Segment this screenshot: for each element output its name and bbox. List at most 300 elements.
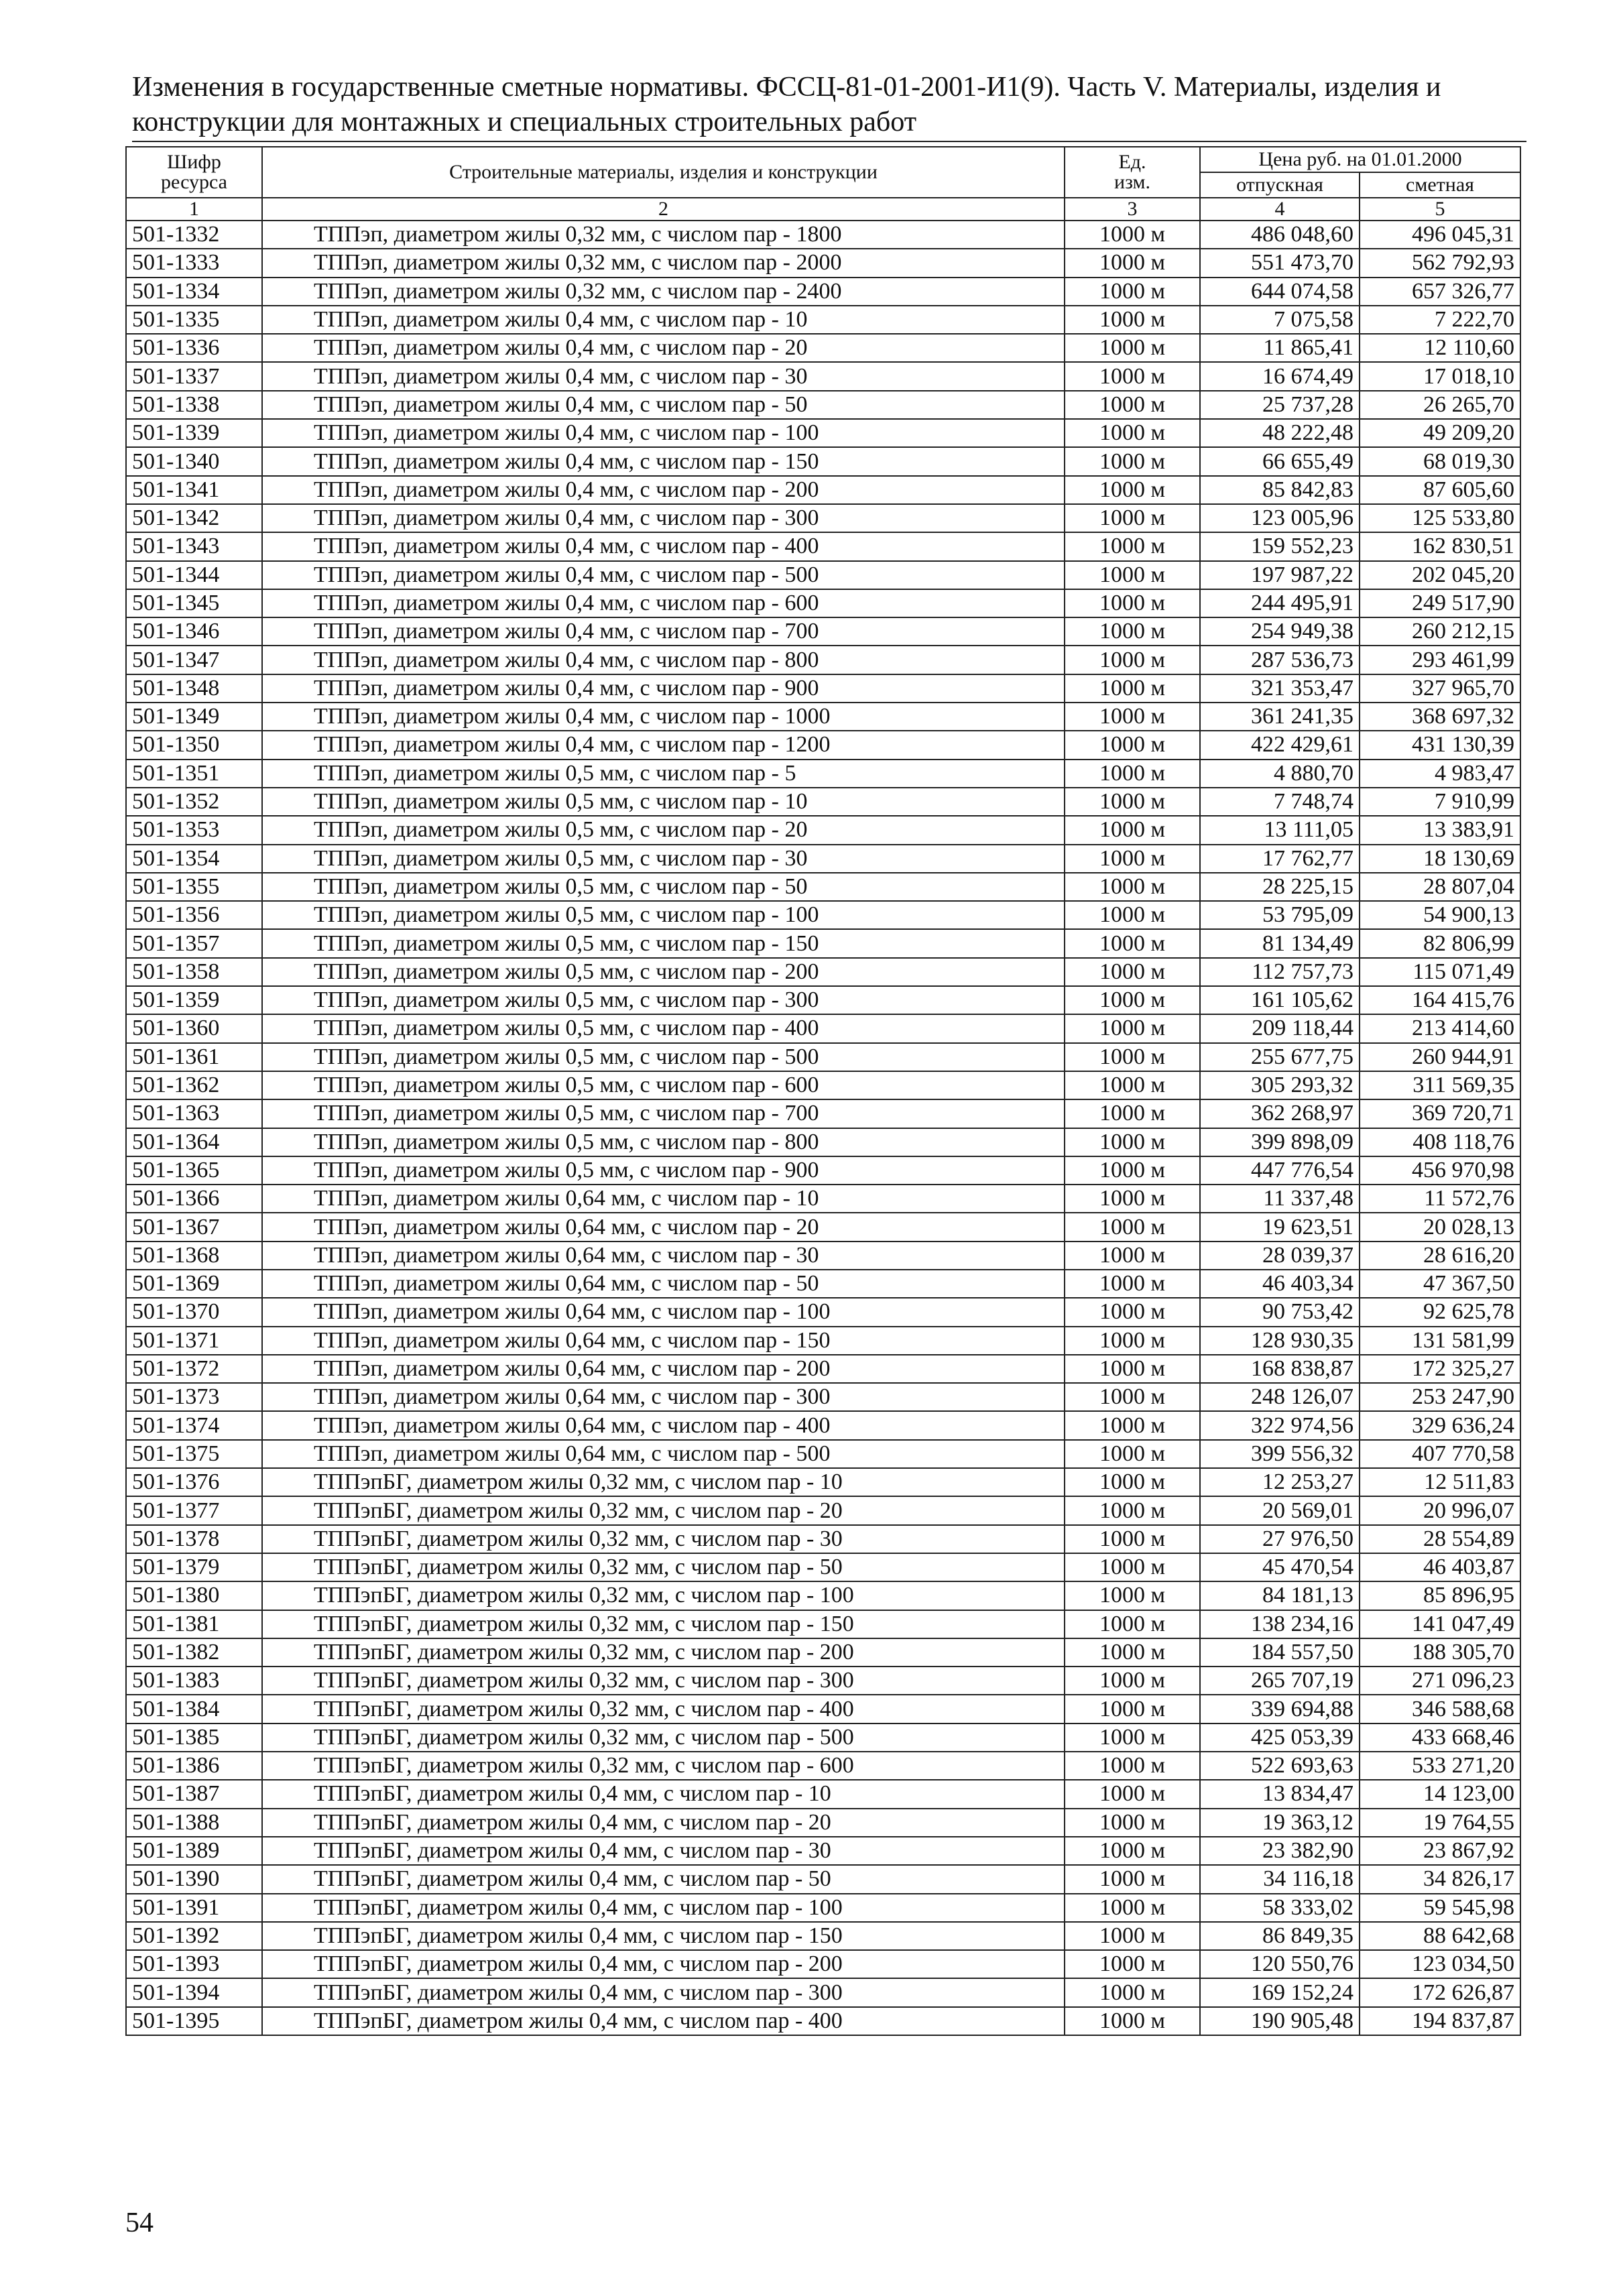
table-row: [126, 362, 1520, 390]
column-number-1: 1: [126, 198, 262, 221]
table-row: [126, 1865, 1520, 1893]
unit-cell: 1000 м: [1065, 1383, 1200, 1411]
estimate-price-cell: 172 325,27: [1360, 1355, 1520, 1383]
estimate-price-cell: 28 554,89: [1360, 1525, 1520, 1553]
material-description-cell: ТППэп, диаметром жилы 0,64 мм, с числом пар - 500: [262, 1440, 1065, 1468]
resource-code-cell: 501-1392: [126, 1922, 262, 1950]
estimate-price-cell: 4 983,47: [1360, 760, 1520, 788]
header-rule: [132, 141, 1526, 142]
estimate-price-cell: 368 697,32: [1360, 703, 1520, 731]
resource-code-cell: 501-1371: [126, 1327, 262, 1355]
release-price-cell: 244 495,91: [1200, 589, 1360, 617]
release-price-cell: 425 053,39: [1200, 1724, 1360, 1752]
material-description-cell: ТППэпБГ, диаметром жилы 0,32 мм, с числом пар - 200: [262, 1638, 1065, 1667]
material-description-cell: ТППэп, диаметром жилы 0,64 мм, с числом пар - 200: [262, 1355, 1065, 1383]
release-price-cell: 287 536,73: [1200, 646, 1360, 674]
resource-code-cell: 501-1377: [126, 1496, 262, 1524]
release-price-cell: 255 677,75: [1200, 1043, 1360, 1071]
resource-code-cell: 501-1375: [126, 1440, 262, 1468]
unit-cell: 1000 м: [1065, 1242, 1200, 1270]
table-header-row-1: [126, 147, 1520, 172]
table-row: [126, 1185, 1520, 1213]
resource-code-cell: 501-1361: [126, 1043, 262, 1071]
material-description-cell: ТППэп, диаметром жилы 0,5 мм, с числом пар - 50: [262, 873, 1065, 901]
estimate-price-cell: 456 970,98: [1360, 1156, 1520, 1185]
table-row: [126, 391, 1520, 419]
release-price-cell: 19 363,12: [1200, 1809, 1360, 1837]
release-price-cell: 45 470,54: [1200, 1553, 1360, 1581]
release-price-cell: 23 382,90: [1200, 1837, 1360, 1865]
unit-cell: 1000 м: [1065, 1298, 1200, 1326]
table-row: [126, 1837, 1520, 1865]
release-price-cell: 399 556,32: [1200, 1440, 1360, 1468]
table-row: [126, 1950, 1520, 1978]
release-price-cell: 248 126,07: [1200, 1383, 1360, 1411]
unit-cell: 1000 м: [1065, 788, 1200, 816]
material-description-cell: ТППэп, диаметром жилы 0,4 мм, с числом пар - 1000: [262, 703, 1065, 731]
estimate-price-cell: 28 807,04: [1360, 873, 1520, 901]
estimate-price-cell: 23 867,92: [1360, 1837, 1520, 1865]
table-row: [126, 1156, 1520, 1185]
resource-code-cell: 501-1373: [126, 1383, 262, 1411]
release-price-cell: 305 293,32: [1200, 1071, 1360, 1099]
header-code-line-1: Шифр: [167, 151, 221, 173]
resource-code-cell: 501-1336: [126, 334, 262, 362]
resource-code-cell: 501-1376: [126, 1468, 262, 1496]
unit-cell: 1000 м: [1065, 1780, 1200, 1808]
release-price-cell: 4 880,70: [1200, 760, 1360, 788]
estimate-price-cell: 407 770,58: [1360, 1440, 1520, 1468]
unit-cell: 1000 м: [1065, 2007, 1200, 2035]
unit-cell: 1000 м: [1065, 1894, 1200, 1922]
material-description-cell: ТППэпБГ, диаметром жилы 0,32 мм, с числом пар - 100: [262, 1581, 1065, 1610]
resource-code-cell: 501-1333: [126, 249, 262, 277]
resource-code-cell: 501-1368: [126, 1242, 262, 1270]
unit-cell: 1000 м: [1065, 589, 1200, 617]
material-description-cell: ТППэпБГ, диаметром жилы 0,4 мм, с числом пар - 100: [262, 1894, 1065, 1922]
table-row: [126, 1638, 1520, 1667]
header-code-cell: [126, 147, 262, 198]
unit-cell: 1000 м: [1065, 1128, 1200, 1156]
release-price-cell: 169 152,24: [1200, 1978, 1360, 2006]
estimate-price-cell: 431 130,39: [1360, 731, 1520, 759]
estimate-price-cell: 68 019,30: [1360, 447, 1520, 475]
estimate-price-cell: 141 047,49: [1360, 1610, 1520, 1638]
estimate-price-cell: 162 830,51: [1360, 532, 1520, 560]
material-description-cell: ТППэп, диаметром жилы 0,32 мм, с числом пар - 2400: [262, 278, 1065, 306]
header-unit-line-1: Ед.: [1118, 151, 1146, 173]
estimate-price-cell: 188 305,70: [1360, 1638, 1520, 1667]
estimate-price-cell: 14 123,00: [1360, 1780, 1520, 1808]
estimate-price-cell: 562 792,93: [1360, 249, 1520, 277]
material-description-cell: ТППэп, диаметром жилы 0,4 мм, с числом пар - 200: [262, 476, 1065, 504]
resource-code-cell: 501-1379: [126, 1553, 262, 1581]
table-row: [126, 2007, 1520, 2035]
unit-cell: 1000 м: [1065, 731, 1200, 759]
release-price-cell: 209 118,44: [1200, 1014, 1360, 1042]
unit-cell: 1000 м: [1065, 1950, 1200, 1978]
resource-code-cell: 501-1348: [126, 674, 262, 703]
table-row: [126, 731, 1520, 759]
release-price-cell: 84 181,13: [1200, 1581, 1360, 1610]
resource-code-cell: 501-1340: [126, 447, 262, 475]
table-row: [126, 1581, 1520, 1610]
table-row: [126, 1922, 1520, 1950]
header-unit-cell: [1065, 147, 1200, 198]
material-description-cell: ТППэпБГ, диаметром жилы 0,32 мм, с числом пар - 50: [262, 1553, 1065, 1581]
table-row: [126, 419, 1520, 447]
estimate-price-cell: 85 896,95: [1360, 1581, 1520, 1610]
release-price-cell: 128 930,35: [1200, 1327, 1360, 1355]
unit-cell: 1000 м: [1065, 419, 1200, 447]
resource-code-cell: 501-1391: [126, 1894, 262, 1922]
material-description-cell: ТППэп, диаметром жилы 0,5 мм, с числом пар - 500: [262, 1043, 1065, 1071]
estimate-price-cell: 123 034,50: [1360, 1950, 1520, 1978]
release-price-cell: 190 905,48: [1200, 2007, 1360, 2035]
release-price-cell: 66 655,49: [1200, 447, 1360, 475]
estimate-price-cell: 408 118,76: [1360, 1128, 1520, 1156]
table-row: [126, 447, 1520, 475]
estimate-price-cell: 82 806,99: [1360, 929, 1520, 957]
column-numbers-row: [126, 198, 1520, 221]
header-estimate-price: сметная: [1360, 172, 1520, 198]
release-price-cell: 11 865,41: [1200, 334, 1360, 362]
column-number-4: 4: [1200, 198, 1360, 221]
table-row: [126, 1978, 1520, 2006]
unit-cell: 1000 м: [1065, 958, 1200, 986]
release-price-cell: 138 234,16: [1200, 1610, 1360, 1638]
document-header: [132, 70, 1526, 139]
resource-code-cell: 501-1335: [126, 306, 262, 334]
table-row: [126, 1667, 1520, 1695]
table-row: [126, 1383, 1520, 1411]
unit-cell: 1000 м: [1065, 221, 1200, 249]
column-number-2: 2: [262, 198, 1065, 221]
estimate-price-cell: 115 071,49: [1360, 958, 1520, 986]
unit-cell: 1000 м: [1065, 617, 1200, 646]
page-number: 54: [125, 2208, 154, 2238]
table-row: [126, 703, 1520, 731]
resource-code-cell: 501-1350: [126, 731, 262, 759]
estimate-price-cell: 7 910,99: [1360, 788, 1520, 816]
resource-code-cell: 501-1381: [126, 1610, 262, 1638]
material-description-cell: ТППэп, диаметром жилы 0,4 мм, с числом пар - 1200: [262, 731, 1065, 759]
estimate-price-cell: 17 018,10: [1360, 362, 1520, 390]
estimate-price-cell: 12 511,83: [1360, 1468, 1520, 1496]
release-price-cell: 197 987,22: [1200, 561, 1360, 589]
resource-code-cell: 501-1362: [126, 1071, 262, 1099]
unit-cell: 1000 м: [1065, 1752, 1200, 1780]
table-row: [126, 1496, 1520, 1524]
price-table: [125, 146, 1521, 2036]
release-price-cell: 159 552,23: [1200, 532, 1360, 560]
resource-code-cell: 501-1347: [126, 646, 262, 674]
unit-cell: 1000 м: [1065, 1610, 1200, 1638]
unit-cell: 1000 м: [1065, 816, 1200, 844]
material-description-cell: ТППэп, диаметром жилы 0,4 мм, с числом пар - 10: [262, 306, 1065, 334]
material-description-cell: ТППэп, диаметром жилы 0,4 мм, с числом пар - 600: [262, 589, 1065, 617]
release-price-cell: 81 134,49: [1200, 929, 1360, 957]
release-price-cell: 48 222,48: [1200, 419, 1360, 447]
material-description-cell: ТППэпБГ, диаметром жилы 0,4 мм, с числом пар - 400: [262, 2007, 1065, 2035]
unit-cell: 1000 м: [1065, 674, 1200, 703]
unit-cell: 1000 м: [1065, 1213, 1200, 1241]
release-price-cell: 11 337,48: [1200, 1185, 1360, 1213]
unit-cell: 1000 м: [1065, 1922, 1200, 1950]
release-price-cell: 362 268,97: [1200, 1099, 1360, 1128]
release-price-cell: 161 105,62: [1200, 986, 1360, 1014]
estimate-price-cell: 54 900,13: [1360, 901, 1520, 929]
unit-cell: 1000 м: [1065, 1327, 1200, 1355]
unit-cell: 1000 м: [1065, 1978, 1200, 2006]
material-description-cell: ТППэп, диаметром жилы 0,64 мм, с числом пар - 10: [262, 1185, 1065, 1213]
table-row: [126, 1099, 1520, 1128]
release-price-cell: 112 757,73: [1200, 958, 1360, 986]
release-price-cell: 86 849,35: [1200, 1922, 1360, 1950]
resource-code-cell: 501-1374: [126, 1411, 262, 1439]
unit-cell: 1000 м: [1065, 845, 1200, 873]
estimate-price-cell: 28 616,20: [1360, 1242, 1520, 1270]
header-line-2: конструкции для монтажных и специальных строительных работ: [132, 107, 917, 137]
estimate-price-cell: 20 028,13: [1360, 1213, 1520, 1241]
resource-code-cell: 501-1386: [126, 1752, 262, 1780]
resource-code-cell: 501-1395: [126, 2007, 262, 2035]
resource-code-cell: 501-1332: [126, 221, 262, 249]
unit-cell: 1000 м: [1065, 703, 1200, 731]
table-row: [126, 1071, 1520, 1099]
table-row: [126, 646, 1520, 674]
estimate-price-cell: 59 545,98: [1360, 1894, 1520, 1922]
estimate-price-cell: 18 130,69: [1360, 845, 1520, 873]
table-row: [126, 958, 1520, 986]
release-price-cell: 28 039,37: [1200, 1242, 1360, 1270]
material-description-cell: ТППэпБГ, диаметром жилы 0,32 мм, с числом пар - 30: [262, 1525, 1065, 1553]
unit-cell: 1000 м: [1065, 1581, 1200, 1610]
column-number-5: 5: [1360, 198, 1520, 221]
unit-cell: 1000 м: [1065, 334, 1200, 362]
resource-code-cell: 501-1369: [126, 1270, 262, 1298]
table-row: [126, 1355, 1520, 1383]
estimate-price-cell: 125 533,80: [1360, 504, 1520, 532]
resource-code-cell: 501-1334: [126, 278, 262, 306]
resource-code-cell: 501-1394: [126, 1978, 262, 2006]
table-row: [126, 788, 1520, 816]
material-description-cell: ТППэп, диаметром жилы 0,5 мм, с числом пар - 150: [262, 929, 1065, 957]
table-row: [126, 1014, 1520, 1042]
unit-cell: 1000 м: [1065, 1185, 1200, 1213]
release-price-cell: 361 241,35: [1200, 703, 1360, 731]
estimate-price-cell: 26 265,70: [1360, 391, 1520, 419]
material-description-cell: ТППэп, диаметром жилы 0,5 мм, с числом пар - 300: [262, 986, 1065, 1014]
material-description-cell: ТППэп, диаметром жилы 0,32 мм, с числом пар - 2000: [262, 249, 1065, 277]
resource-code-cell: 501-1388: [126, 1809, 262, 1837]
unit-cell: 1000 м: [1065, 1865, 1200, 1893]
material-description-cell: ТППэп, диаметром жилы 0,5 мм, с числом пар - 700: [262, 1099, 1065, 1128]
release-price-cell: 25 737,28: [1200, 391, 1360, 419]
material-description-cell: ТППэп, диаметром жилы 0,5 мм, с числом пар - 200: [262, 958, 1065, 986]
header-description-cell: Строительные материалы, изделия и конструкции: [262, 147, 1065, 198]
unit-cell: 1000 м: [1065, 1156, 1200, 1185]
table-row: [126, 1468, 1520, 1496]
estimate-price-cell: 260 212,15: [1360, 617, 1520, 646]
resource-code-cell: 501-1359: [126, 986, 262, 1014]
table-row: [126, 816, 1520, 844]
table-row: [126, 221, 1520, 249]
material-description-cell: ТППэп, диаметром жилы 0,5 мм, с числом пар - 10: [262, 788, 1065, 816]
table-row: [126, 1610, 1520, 1638]
release-price-cell: 399 898,09: [1200, 1128, 1360, 1156]
resource-code-cell: 501-1366: [126, 1185, 262, 1213]
material-description-cell: ТППэп, диаметром жилы 0,4 мм, с числом пар - 150: [262, 447, 1065, 475]
release-price-cell: 7 748,74: [1200, 788, 1360, 816]
resource-code-cell: 501-1342: [126, 504, 262, 532]
resource-code-cell: 501-1344: [126, 561, 262, 589]
estimate-price-cell: 47 367,50: [1360, 1270, 1520, 1298]
unit-cell: 1000 м: [1065, 1553, 1200, 1581]
material-description-cell: ТППэп, диаметром жилы 0,4 мм, с числом пар - 100: [262, 419, 1065, 447]
unit-cell: 1000 м: [1065, 1638, 1200, 1667]
unit-cell: 1000 м: [1065, 306, 1200, 334]
table-row: [126, 1128, 1520, 1156]
resource-code-cell: 501-1345: [126, 589, 262, 617]
table-row: [126, 249, 1520, 277]
estimate-price-cell: 13 383,91: [1360, 816, 1520, 844]
unit-cell: 1000 м: [1065, 1440, 1200, 1468]
header-unit-line-2: изм.: [1114, 171, 1150, 193]
table-row: [126, 1440, 1520, 1468]
estimate-price-cell: 172 626,87: [1360, 1978, 1520, 2006]
resource-code-cell: 501-1393: [126, 1950, 262, 1978]
table-row: [126, 476, 1520, 504]
material-description-cell: ТППэпБГ, диаметром жилы 0,32 мм, с числом пар - 600: [262, 1752, 1065, 1780]
resource-code-cell: 501-1390: [126, 1865, 262, 1893]
resource-code-cell: 501-1370: [126, 1298, 262, 1326]
table-row: [126, 1553, 1520, 1581]
resource-code-cell: 501-1380: [126, 1581, 262, 1610]
release-price-cell: 85 842,83: [1200, 476, 1360, 504]
material-description-cell: ТППэпБГ, диаметром жилы 0,4 мм, с числом пар - 150: [262, 1922, 1065, 1950]
release-price-cell: 53 795,09: [1200, 901, 1360, 929]
resource-code-cell: 501-1387: [126, 1780, 262, 1808]
release-price-cell: 123 005,96: [1200, 504, 1360, 532]
estimate-price-cell: 533 271,20: [1360, 1752, 1520, 1780]
unit-cell: 1000 м: [1065, 1468, 1200, 1496]
resource-code-cell: 501-1384: [126, 1695, 262, 1723]
release-price-cell: 254 949,38: [1200, 617, 1360, 646]
release-price-cell: 168 838,87: [1200, 1355, 1360, 1383]
table-row: [126, 1780, 1520, 1808]
release-price-cell: 7 075,58: [1200, 306, 1360, 334]
estimate-price-cell: 46 403,87: [1360, 1553, 1520, 1581]
unit-cell: 1000 м: [1065, 1270, 1200, 1298]
table-row: [126, 278, 1520, 306]
resource-code-cell: 501-1360: [126, 1014, 262, 1042]
estimate-price-cell: 369 720,71: [1360, 1099, 1520, 1128]
unit-cell: 1000 м: [1065, 1043, 1200, 1071]
resource-code-cell: 501-1383: [126, 1667, 262, 1695]
resource-code-cell: 501-1339: [126, 419, 262, 447]
material-description-cell: ТППэп, диаметром жилы 0,4 мм, с числом пар - 20: [262, 334, 1065, 362]
estimate-price-cell: 346 588,68: [1360, 1695, 1520, 1723]
estimate-price-cell: 12 110,60: [1360, 334, 1520, 362]
release-price-cell: 27 976,50: [1200, 1525, 1360, 1553]
resource-code-cell: 501-1389: [126, 1837, 262, 1865]
table-row: [126, 1724, 1520, 1752]
material-description-cell: ТППэп, диаметром жилы 0,4 мм, с числом пар - 700: [262, 617, 1065, 646]
table-row: [126, 504, 1520, 532]
unit-cell: 1000 м: [1065, 901, 1200, 929]
material-description-cell: ТППэп, диаметром жилы 0,5 мм, с числом пар - 400: [262, 1014, 1065, 1042]
estimate-price-cell: 19 764,55: [1360, 1809, 1520, 1837]
estimate-price-cell: 7 222,70: [1360, 306, 1520, 334]
estimate-price-cell: 202 045,20: [1360, 561, 1520, 589]
estimate-price-cell: 88 642,68: [1360, 1922, 1520, 1950]
material-description-cell: ТППэп, диаметром жилы 0,5 мм, с числом пар - 5: [262, 760, 1065, 788]
material-description-cell: ТППэп, диаметром жилы 0,4 мм, с числом пар - 800: [262, 646, 1065, 674]
estimate-price-cell: 433 668,46: [1360, 1724, 1520, 1752]
release-price-cell: 422 429,61: [1200, 731, 1360, 759]
resource-code-cell: 501-1356: [126, 901, 262, 929]
material-description-cell: ТППэпБГ, диаметром жилы 0,32 мм, с числом пар - 500: [262, 1724, 1065, 1752]
resource-code-cell: 501-1364: [126, 1128, 262, 1156]
resource-code-cell: 501-1378: [126, 1525, 262, 1553]
table-row: [126, 986, 1520, 1014]
release-price-cell: 120 550,76: [1200, 1950, 1360, 1978]
material-description-cell: ТППэп, диаметром жилы 0,64 мм, с числом пар - 30: [262, 1242, 1065, 1270]
unit-cell: 1000 м: [1065, 760, 1200, 788]
release-price-cell: 447 776,54: [1200, 1156, 1360, 1185]
unit-cell: 1000 м: [1065, 362, 1200, 390]
release-price-cell: 28 225,15: [1200, 873, 1360, 901]
estimate-price-cell: 34 826,17: [1360, 1865, 1520, 1893]
resource-code-cell: 501-1351: [126, 760, 262, 788]
resource-code-cell: 501-1357: [126, 929, 262, 957]
material-description-cell: ТППэп, диаметром жилы 0,5 мм, с числом пар - 20: [262, 816, 1065, 844]
resource-code-cell: 501-1365: [126, 1156, 262, 1185]
material-description-cell: ТППэп, диаметром жилы 0,32 мм, с числом пар - 1800: [262, 221, 1065, 249]
estimate-price-cell: 20 996,07: [1360, 1496, 1520, 1524]
release-price-cell: 13 111,05: [1200, 816, 1360, 844]
resource-code-cell: 501-1372: [126, 1355, 262, 1383]
material-description-cell: ТППэп, диаметром жилы 0,64 мм, с числом пар - 20: [262, 1213, 1065, 1241]
unit-cell: 1000 м: [1065, 1496, 1200, 1524]
material-description-cell: ТППэп, диаметром жилы 0,5 мм, с числом пар - 800: [262, 1128, 1065, 1156]
unit-cell: 1000 м: [1065, 447, 1200, 475]
estimate-price-cell: 92 625,78: [1360, 1298, 1520, 1326]
unit-cell: 1000 м: [1065, 1525, 1200, 1553]
material-description-cell: ТППэпБГ, диаметром жилы 0,32 мм, с числом пар - 150: [262, 1610, 1065, 1638]
material-description-cell: ТППэп, диаметром жилы 0,4 мм, с числом пар - 30: [262, 362, 1065, 390]
material-description-cell: ТППэпБГ, диаметром жилы 0,4 мм, с числом пар - 300: [262, 1978, 1065, 2006]
material-description-cell: ТППэп, диаметром жилы 0,64 мм, с числом пар - 400: [262, 1411, 1065, 1439]
header-code-line-2: ресурса: [161, 171, 227, 193]
estimate-price-cell: 329 636,24: [1360, 1411, 1520, 1439]
table-row: [126, 1894, 1520, 1922]
unit-cell: 1000 м: [1065, 532, 1200, 560]
unit-cell: 1000 м: [1065, 249, 1200, 277]
table-row: [126, 561, 1520, 589]
estimate-price-cell: 49 209,20: [1360, 419, 1520, 447]
estimate-price-cell: 164 415,76: [1360, 986, 1520, 1014]
material-description-cell: ТППэп, диаметром жилы 0,5 мм, с числом пар - 600: [262, 1071, 1065, 1099]
unit-cell: 1000 м: [1065, 1071, 1200, 1099]
estimate-price-cell: 194 837,87: [1360, 2007, 1520, 2035]
estimate-price-cell: 496 045,31: [1360, 221, 1520, 249]
resource-code-cell: 501-1363: [126, 1099, 262, 1128]
column-number-3: 3: [1065, 198, 1200, 221]
estimate-price-cell: 11 572,76: [1360, 1185, 1520, 1213]
table-row: [126, 1298, 1520, 1326]
